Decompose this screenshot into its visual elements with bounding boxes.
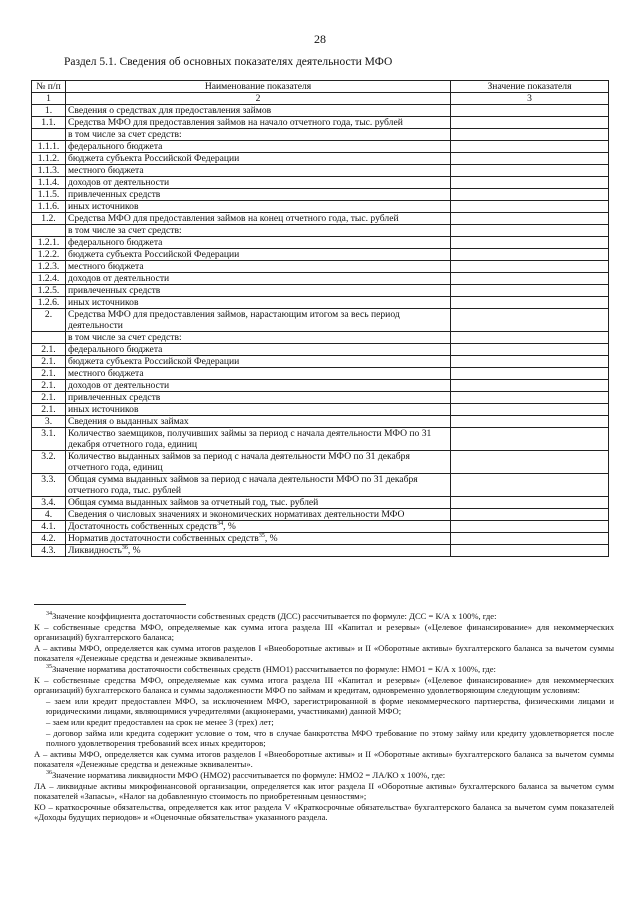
table-row: [32, 533, 609, 545]
row-value-cell: [451, 428, 609, 451]
indicator-name-text: местного бюджета: [68, 165, 144, 176]
row-number: 3.1.: [32, 428, 66, 451]
row-value-cell: [451, 509, 609, 521]
row-value-cell: [451, 129, 609, 141]
indicator-name-text: Средства МФО для предоставления займов на начало отчетного года, тыс. рублей: [68, 117, 403, 128]
table-row: [32, 261, 609, 273]
row-number: 1.1.2.: [32, 153, 66, 165]
table-row: [32, 297, 609, 309]
column-index: 1: [32, 93, 66, 105]
indicator-unit: , %: [127, 545, 141, 556]
row-indicator-name: [66, 344, 451, 356]
table-row: [32, 309, 609, 332]
row-value-cell: [451, 273, 609, 285]
row-number: 1.: [32, 105, 66, 117]
footnote-text: Значение норматива ликвидности МФО (НМО2) рассчитывается по формуле: НМО2 = ЛА/КО х 100%, где:: [52, 769, 446, 780]
row-indicator-name: [66, 189, 451, 201]
indicator-name-text: Сведения о числовых значениях и экономических нормативах деятельности МФО: [68, 509, 405, 520]
row-value-cell: [451, 368, 609, 380]
table-row: [32, 141, 609, 153]
indicator-name-text: федерального бюджета: [68, 237, 163, 248]
footnotes: [34, 611, 614, 823]
row-number: 1.2.5.: [32, 285, 66, 297]
row-value-cell: [451, 249, 609, 261]
indicator-name-text: Общая сумма выданных займов за период с начала деятельности МФО по 31 декабря отчетного года, тыс. рублей: [68, 474, 418, 496]
row-indicator-name: [66, 380, 451, 392]
indicator-name-text: привлеченных средств: [68, 285, 161, 296]
indicator-name-text: Общая сумма выданных займов за отчетный год, тыс. рублей: [68, 497, 319, 508]
row-value-cell: [451, 521, 609, 533]
row-indicator-name: [66, 213, 451, 225]
indicator-name-text: местного бюджета: [68, 261, 144, 272]
table-row: [32, 509, 609, 521]
indicator-name-text: федерального бюджета: [68, 141, 163, 152]
row-indicator-name: [66, 497, 451, 509]
indicator-name-text: Норматив достаточности собственных средств: [68, 533, 259, 544]
table-row: [32, 380, 609, 392]
footnote-text: А – активы МФО, определяется как сумма итогов разделов I «Внеоборотные активы» и II «Оборотные активы» бухгалтерского баланса за вычетом суммы показателя «Денежные средства и денежные эквиваленты».: [34, 748, 614, 770]
table-row: [32, 153, 609, 165]
indicator-name-text: привлеченных средств: [68, 392, 161, 403]
row-indicator-name: [66, 201, 451, 213]
row-indicator-name: [66, 474, 451, 497]
footnote-paragraph: [34, 717, 614, 728]
row-value-cell: [451, 297, 609, 309]
table-row: [32, 201, 609, 213]
indicators-table: [31, 80, 609, 557]
indicator-name-text: в том числе за счет средств:: [68, 225, 182, 236]
row-indicator-name: [66, 141, 451, 153]
row-value-cell: [451, 404, 609, 416]
row-value-cell: [451, 237, 609, 249]
row-indicator-name: [66, 273, 451, 285]
footnote-paragraph: [34, 696, 614, 717]
row-number: 1.2.2.: [32, 249, 66, 261]
table-row: [32, 285, 609, 297]
row-value-cell: [451, 225, 609, 237]
footnote-text: К – собственные средства МФО, определяемые как сумма итога раздела III «Капитал и резервы» («Целевое финансирование» для некоммерческих организаций) бухгалтерского баланса и суммы задолженности МФО по займам и кредитам, одновременно удовлетворяющим следующим условиям:: [34, 674, 614, 696]
table-row: [32, 392, 609, 404]
row-value-cell: [451, 141, 609, 153]
row-indicator-name: [66, 129, 451, 141]
row-number: [32, 332, 66, 344]
table-row: [32, 521, 609, 533]
row-value-cell: [451, 309, 609, 332]
table-header-row: [32, 81, 609, 93]
row-number: 4.: [32, 509, 66, 521]
row-value-cell: [451, 153, 609, 165]
row-value-cell: [451, 474, 609, 497]
row-number: 1.1.3.: [32, 165, 66, 177]
indicator-name-text: привлеченных средств: [68, 189, 161, 200]
row-value-cell: [451, 332, 609, 344]
footnote-reference: 35: [258, 532, 265, 539]
row-number: 2.: [32, 309, 66, 332]
table-row: [32, 332, 609, 344]
page-number: 28: [314, 32, 326, 46]
row-value-cell: [451, 177, 609, 189]
footnote-text: КО – краткосрочные обязательства, определяется как итог раздела V «Краткосрочные обязательства» бухгалтерского баланса за вычетом сумм показателей «Доходы будущих периодов» и «Оценочные обязательства» указанного раздела.: [34, 801, 614, 823]
indicator-name-text: в том числе за счет средств:: [68, 332, 182, 343]
table-row: [32, 105, 609, 117]
row-number: 3.2.: [32, 451, 66, 474]
footnote-text: Значение норматива достаточности собственных средств (НМО1) рассчитывается по формуле: НМО1 = К/А х 100%, где:: [52, 663, 496, 674]
indicator-name-text: Сведения о средствах для предоставления займов: [68, 105, 272, 116]
row-indicator-name: [66, 545, 451, 557]
row-number: 1.1.6.: [32, 201, 66, 213]
row-value-cell: [451, 201, 609, 213]
footnote-paragraph: [34, 622, 614, 643]
row-value-cell: [451, 105, 609, 117]
row-indicator-name: [66, 297, 451, 309]
row-indicator-name: [66, 177, 451, 189]
row-number: 1.1.1.: [32, 141, 66, 153]
row-value-cell: [451, 356, 609, 368]
footnote-text: А – активы МФО, определяется как сумма итогов разделов I «Внеоборотные активы» и II «Оборотные активы» бухгалтерского баланса за вычетом суммы показателя «Денежные средства и денежные эквиваленты».: [34, 642, 614, 664]
footnote-text: – заем или кредит предоставлен МФО, за исключением МФО, зарегистрированной в форме некоммерческого партнерства, физическими лицами и юридическими лицами, являющимися учредителями (акционерами, участниками) данной МФО;: [46, 695, 614, 717]
row-indicator-name: [66, 332, 451, 344]
row-value-cell: [451, 261, 609, 273]
row-number: 4.3.: [32, 545, 66, 557]
indicator-name-text: в том числе за счет средств:: [68, 129, 182, 140]
row-number: 3.: [32, 416, 66, 428]
footnote-paragraph: [34, 611, 614, 622]
row-indicator-name: [66, 428, 451, 451]
indicator-name-text: бюджета субъекта Российской Федерации: [68, 153, 240, 164]
table-row: [32, 165, 609, 177]
row-indicator-name: [66, 249, 451, 261]
header-number: № п/п: [32, 81, 66, 93]
row-value-cell: [451, 117, 609, 129]
indicator-name-text: Ликвидность: [68, 545, 122, 556]
indicator-name-text: Средства МФО для предоставления займов, нарастающим итогом за весь период деятельности: [68, 309, 400, 331]
table-row: [32, 117, 609, 129]
row-indicator-name: [66, 237, 451, 249]
row-number: 4.1.: [32, 521, 66, 533]
indicator-name-text: иных источников: [68, 201, 139, 212]
row-indicator-name: [66, 404, 451, 416]
footnote-text: – заем или кредит предоставлен на срок не менее 3 (трех) лет;: [46, 716, 274, 727]
row-indicator-name: [66, 521, 451, 533]
footnote-marker: 36: [46, 770, 52, 777]
table-row: [32, 273, 609, 285]
table-row: [32, 356, 609, 368]
row-indicator-name: [66, 309, 451, 332]
row-indicator-name: [66, 533, 451, 545]
table-column-index-row: [32, 93, 609, 105]
indicator-unit: , %: [223, 521, 236, 532]
indicator-name-text: местного бюджета: [68, 368, 144, 379]
footnote-reference: 36: [121, 544, 128, 551]
row-value-cell: [451, 451, 609, 474]
row-number: 2.1.: [32, 368, 66, 380]
indicator-name-text: Количество выданных займов за период с начала деятельности МФО по 31 декабря отчетного года, единиц: [68, 451, 410, 473]
indicator-name-text: Сведения о выданных займах: [68, 416, 189, 427]
column-index: 3: [451, 93, 609, 105]
row-value-cell: [451, 344, 609, 356]
row-number: 2.1.: [32, 344, 66, 356]
table-row: [32, 213, 609, 225]
row-number: 1.1.4.: [32, 177, 66, 189]
row-indicator-name: [66, 225, 451, 237]
row-value-cell: [451, 545, 609, 557]
indicator-name-text: Средства МФО для предоставления займов на конец отчетного года, тыс. рублей: [68, 213, 399, 224]
row-indicator-name: [66, 368, 451, 380]
row-indicator-name: [66, 153, 451, 165]
table-row: [32, 416, 609, 428]
indicator-name-text: Достаточность собственных средств: [68, 521, 218, 532]
row-number: 1.1.: [32, 117, 66, 129]
row-value-cell: [451, 497, 609, 509]
row-indicator-name: [66, 165, 451, 177]
row-indicator-name: [66, 105, 451, 117]
table-row: [32, 129, 609, 141]
row-value-cell: [451, 392, 609, 404]
row-number: [32, 225, 66, 237]
row-number: 2.1.: [32, 380, 66, 392]
footnote-text: – договор займа или кредита содержит условие о том, что в случае банкротства МФО требование по этому займу или кредиту удовлетворяется после полного удовлетворения требований всех иных кредиторов;: [46, 727, 614, 749]
table-row: [32, 237, 609, 249]
row-value-cell: [451, 416, 609, 428]
header-name: Наименование показателя: [66, 81, 451, 93]
row-number: 3.3.: [32, 474, 66, 497]
row-value-cell: [451, 165, 609, 177]
row-indicator-name: [66, 261, 451, 273]
row-indicator-name: [66, 416, 451, 428]
footnote-separator: [34, 604, 186, 605]
section-title: Раздел 5.1. Сведения об основных показателях деятельности МФО: [64, 56, 393, 68]
table-row: [32, 404, 609, 416]
column-index: 2: [66, 93, 451, 105]
footnote-paragraph: [34, 675, 614, 696]
footnote-paragraph: [34, 749, 614, 770]
row-number: [32, 129, 66, 141]
row-number: 3.4.: [32, 497, 66, 509]
row-indicator-name: [66, 117, 451, 129]
footnote-marker: 35: [46, 664, 52, 671]
indicator-name-text: иных источников: [68, 404, 139, 415]
row-indicator-name: [66, 285, 451, 297]
row-number: 1.2.1.: [32, 237, 66, 249]
footnote-marker: 34: [46, 611, 52, 618]
table-row: [32, 189, 609, 201]
table-row: [32, 545, 609, 557]
table-row: [32, 474, 609, 497]
row-number: 1.2.4.: [32, 273, 66, 285]
table-row: [32, 368, 609, 380]
table-row: [32, 249, 609, 261]
indicator-name-text: доходов от деятельности: [68, 380, 170, 391]
row-number: 1.1.5.: [32, 189, 66, 201]
row-value-cell: [451, 285, 609, 297]
row-number: 1.2.6.: [32, 297, 66, 309]
row-value-cell: [451, 213, 609, 225]
indicator-name-text: доходов от деятельности: [68, 177, 170, 188]
row-indicator-name: [66, 451, 451, 474]
row-indicator-name: [66, 392, 451, 404]
table-row: [32, 177, 609, 189]
table-row: [32, 428, 609, 451]
row-number: 2.1.: [32, 404, 66, 416]
row-indicator-name: [66, 509, 451, 521]
footnote-reference: 34: [217, 520, 224, 527]
header-value: Значение показателя: [451, 81, 609, 93]
indicator-name-text: Количество заемщиков, получивших займы за период с начала деятельности МФО по 31 декабря отчетного года, единиц: [68, 428, 432, 450]
row-number: 1.2.3.: [32, 261, 66, 273]
indicator-unit: , %: [264, 533, 278, 544]
row-number: 4.2.: [32, 533, 66, 545]
footnote-text: ЛА – ликвидные активы микрофинансовой организации, определяется как итог раздела II «Оборотные активы» бухгалтерского баланса за вычетом сумм показателей «Запасы», «Налог на добавленную стоимость по приобретенным ценностям»;: [34, 780, 614, 802]
table-row: [32, 344, 609, 356]
footnote-paragraph: [34, 770, 614, 781]
indicator-name-text: бюджета субъекта Российской Федерации: [68, 249, 240, 260]
indicator-name-text: федерального бюджета: [68, 344, 163, 355]
row-number: 1.2.: [32, 213, 66, 225]
row-value-cell: [451, 533, 609, 545]
footnote-paragraph: [34, 781, 614, 802]
footnote-text: К – собственные средства МФО, определяемые как сумма итога раздела III «Капитал и резервы» («Целевое финансирование» для некоммерческих организаций) бухгалтерского баланса;: [34, 621, 614, 643]
table-row: [32, 497, 609, 509]
table-row: [32, 451, 609, 474]
footnote-paragraph: [34, 664, 614, 675]
row-number: 2.1.: [32, 392, 66, 404]
footnote-text: Значение коэффициента достаточности собственных средств (ДСС) рассчитывается по формуле: ДСС = К/А х 100%, где:: [52, 611, 497, 621]
indicator-name-text: бюджета субъекта Российской Федерации: [68, 356, 240, 367]
row-indicator-name: [66, 356, 451, 368]
indicator-name-text: доходов от деятельности: [68, 273, 170, 284]
row-value-cell: [451, 189, 609, 201]
row-value-cell: [451, 380, 609, 392]
footnote-paragraph: [34, 643, 614, 664]
row-number: 2.1.: [32, 356, 66, 368]
footnote-paragraph: [34, 802, 614, 823]
footnote-paragraph: [34, 728, 614, 749]
indicator-name-text: иных источников: [68, 297, 139, 308]
table-row: [32, 225, 609, 237]
